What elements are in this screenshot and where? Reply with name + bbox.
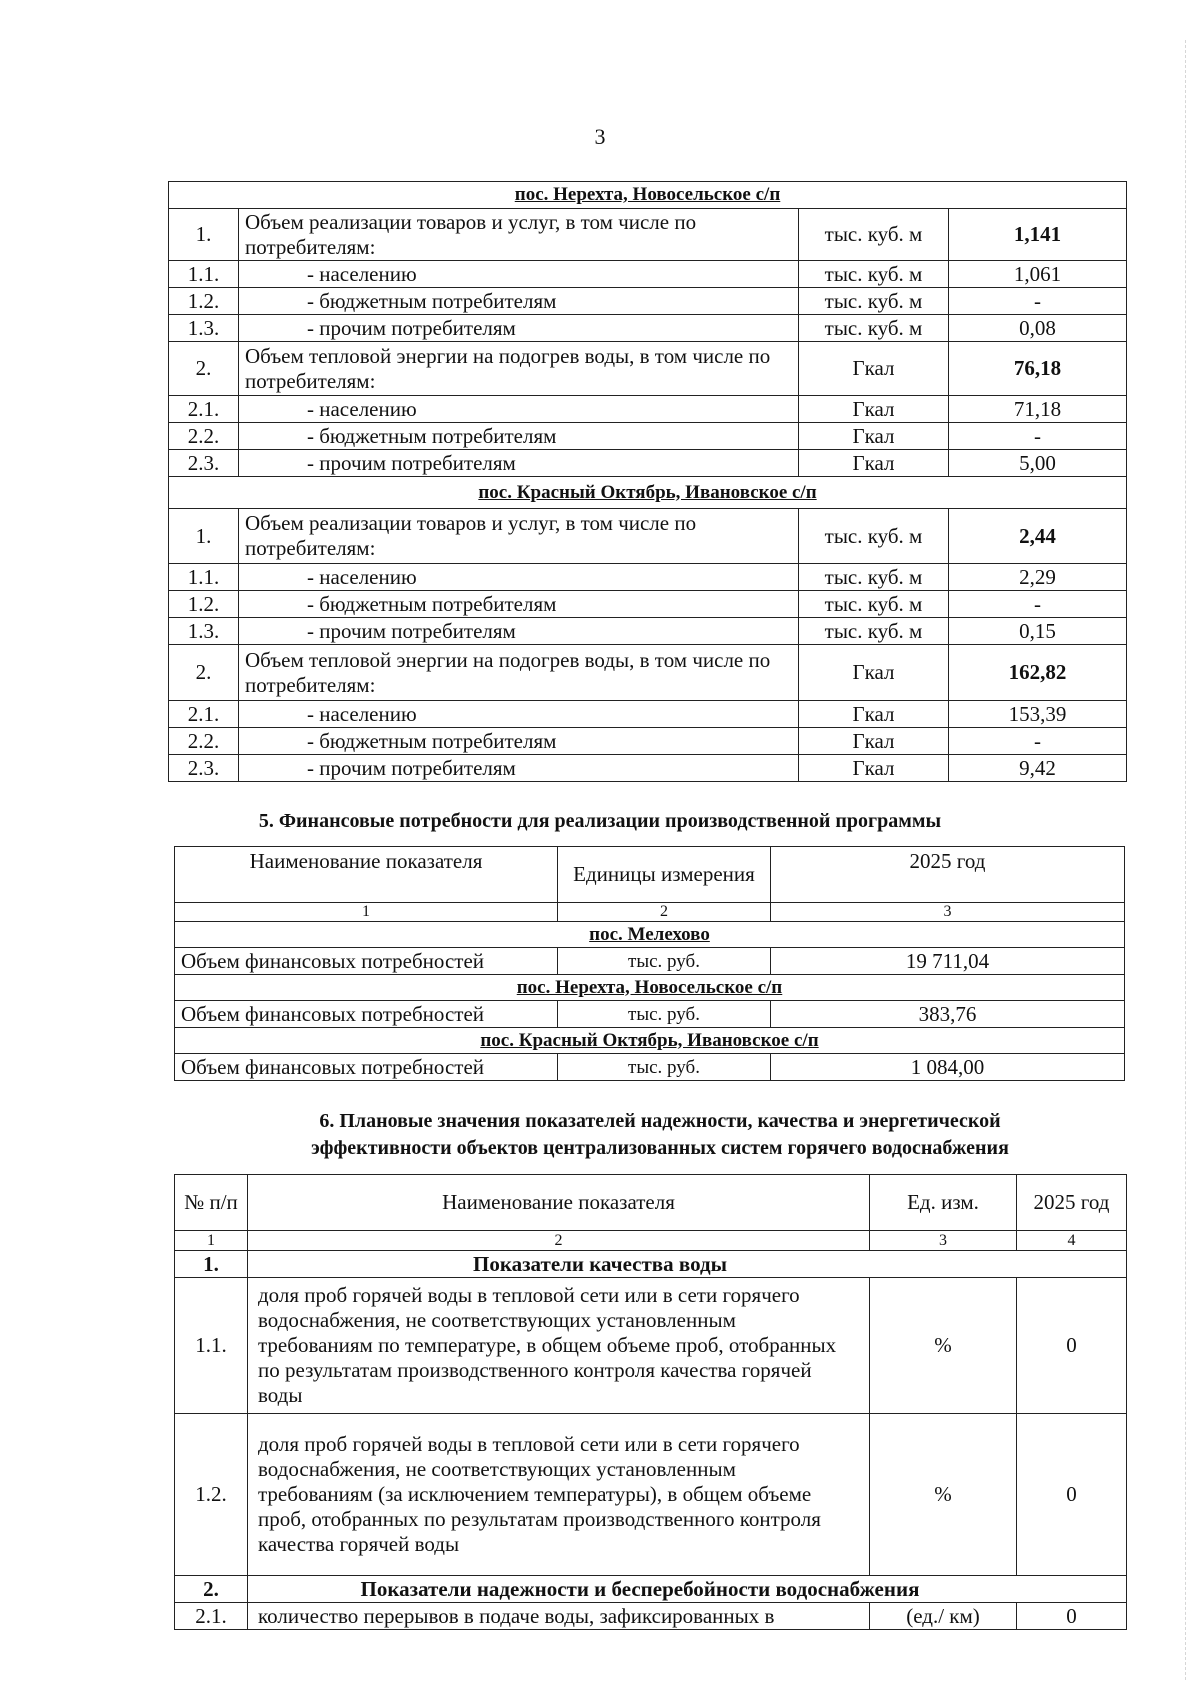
table-row: 1. Объем реализации товаров и услуг, в том числе по потребителям: тыс. куб. м 1,141: [169, 209, 1127, 261]
table-row: 2.3. - прочим потребителям Гкал 9,42: [169, 755, 1127, 782]
section-header: пос. Нерехта, Новосельское с/п: [175, 975, 1125, 1001]
column-number-row: 1 2 3 4: [175, 1231, 1127, 1251]
section6-heading-line1: 6. Плановые значения показателей надежности, качества и энергетической: [319, 1110, 1001, 1132]
section6-heading-line2: эффективности объектов централизованных систем горячего водоснабжения: [311, 1137, 1009, 1159]
finance-table: [174, 846, 1125, 1081]
table-row: 2. Объем тепловой энергии на подогрев воды, в том числе по потребителям: Гкал 76,18: [169, 342, 1127, 396]
table-row: 2.3. - прочим потребителям Гкал 5,00: [169, 450, 1127, 477]
section-header: пос. Красный Октябрь, Ивановское с/п: [175, 1028, 1125, 1054]
table-row: Объем финансовых потребностей тыс. руб. 19 711,04: [175, 948, 1125, 975]
table-row: 2.2. - бюджетным потребителям Гкал -: [169, 423, 1127, 450]
column-number-row: 1 2 3: [175, 903, 1125, 922]
page-number: 3: [594, 124, 606, 149]
section-header: пос. Нерехта, Новосельское с/п: [169, 182, 1127, 209]
group-row: 2. Показатели надежности и бесперебойности водоснабжения: [175, 1576, 1127, 1603]
table-row: 1. Объем реализации товаров и услуг, в том числе по потребителям: тыс. куб. м 2,44: [169, 509, 1127, 564]
table-row: Объем финансовых потребностей тыс. руб. 1 084,00: [175, 1054, 1125, 1081]
table-row: 1.2. - бюджетным потребителям тыс. куб. м -: [169, 591, 1127, 618]
table-row: 1.3. - прочим потребителям тыс. куб. м 0,08: [169, 315, 1127, 342]
table-row: Объем финансовых потребностей тыс. руб. 383,76: [175, 1001, 1125, 1028]
table-row: 1.1. - населению тыс. куб. м 2,29: [169, 564, 1127, 591]
table-row: 1.3. - прочим потребителям тыс. куб. м 0,15: [169, 618, 1127, 645]
volume-table: [168, 181, 1127, 782]
header-row: Наименование показателя Единицы измерения 2025 год: [175, 847, 1125, 903]
table-row: 1.1. доля проб горячей воды в тепловой сети или в сети горячего водоснабжения, не соответствующих установленным требованиям по температуре, в общем объеме проб, отобранных по результатам производственного контроля качества горячей воды % 0: [175, 1278, 1127, 1414]
scan-edge-artifact: [1185, 40, 1192, 1680]
table-row: 2.2. - бюджетным потребителям Гкал -: [169, 728, 1127, 755]
table-row: 2.1. - населению Гкал 153,39: [169, 701, 1127, 728]
indicators-table: [174, 1174, 1127, 1630]
group-row: 1. Показатели качества воды: [175, 1251, 1127, 1278]
table-row: 1.1. - населению тыс. куб. м 1,061: [169, 261, 1127, 288]
table-row: 1.2. доля проб горячей воды в тепловой сети или в сети горячего водоснабжения, не соответствующих установленным требованиям (за исключением температуры), в общем объеме проб, отобранных по результатам производственного контроля качества горячей воды % 0: [175, 1414, 1127, 1576]
section5-heading: 5. Финансовые потребности для реализации производственной программы: [258, 810, 942, 832]
table-row: 2.1. количество перерывов в подаче воды, зафиксированных в (ед./ км) 0: [175, 1603, 1127, 1630]
table-row: 2.1. - населению Гкал 71,18: [169, 396, 1127, 423]
table-row: 2. Объем тепловой энергии на подогрев воды, в том числе по потребителям: Гкал 162,82: [169, 645, 1127, 701]
section-header: пос. Мелехово: [175, 922, 1125, 948]
section-header: пос. Красный Октябрь, Ивановское с/п: [169, 477, 1127, 509]
header-row: № п/п Наименование показателя Ед. изм. 2025 год: [175, 1175, 1127, 1231]
table-row: 1.2. - бюджетным потребителям тыс. куб. м -: [169, 288, 1127, 315]
